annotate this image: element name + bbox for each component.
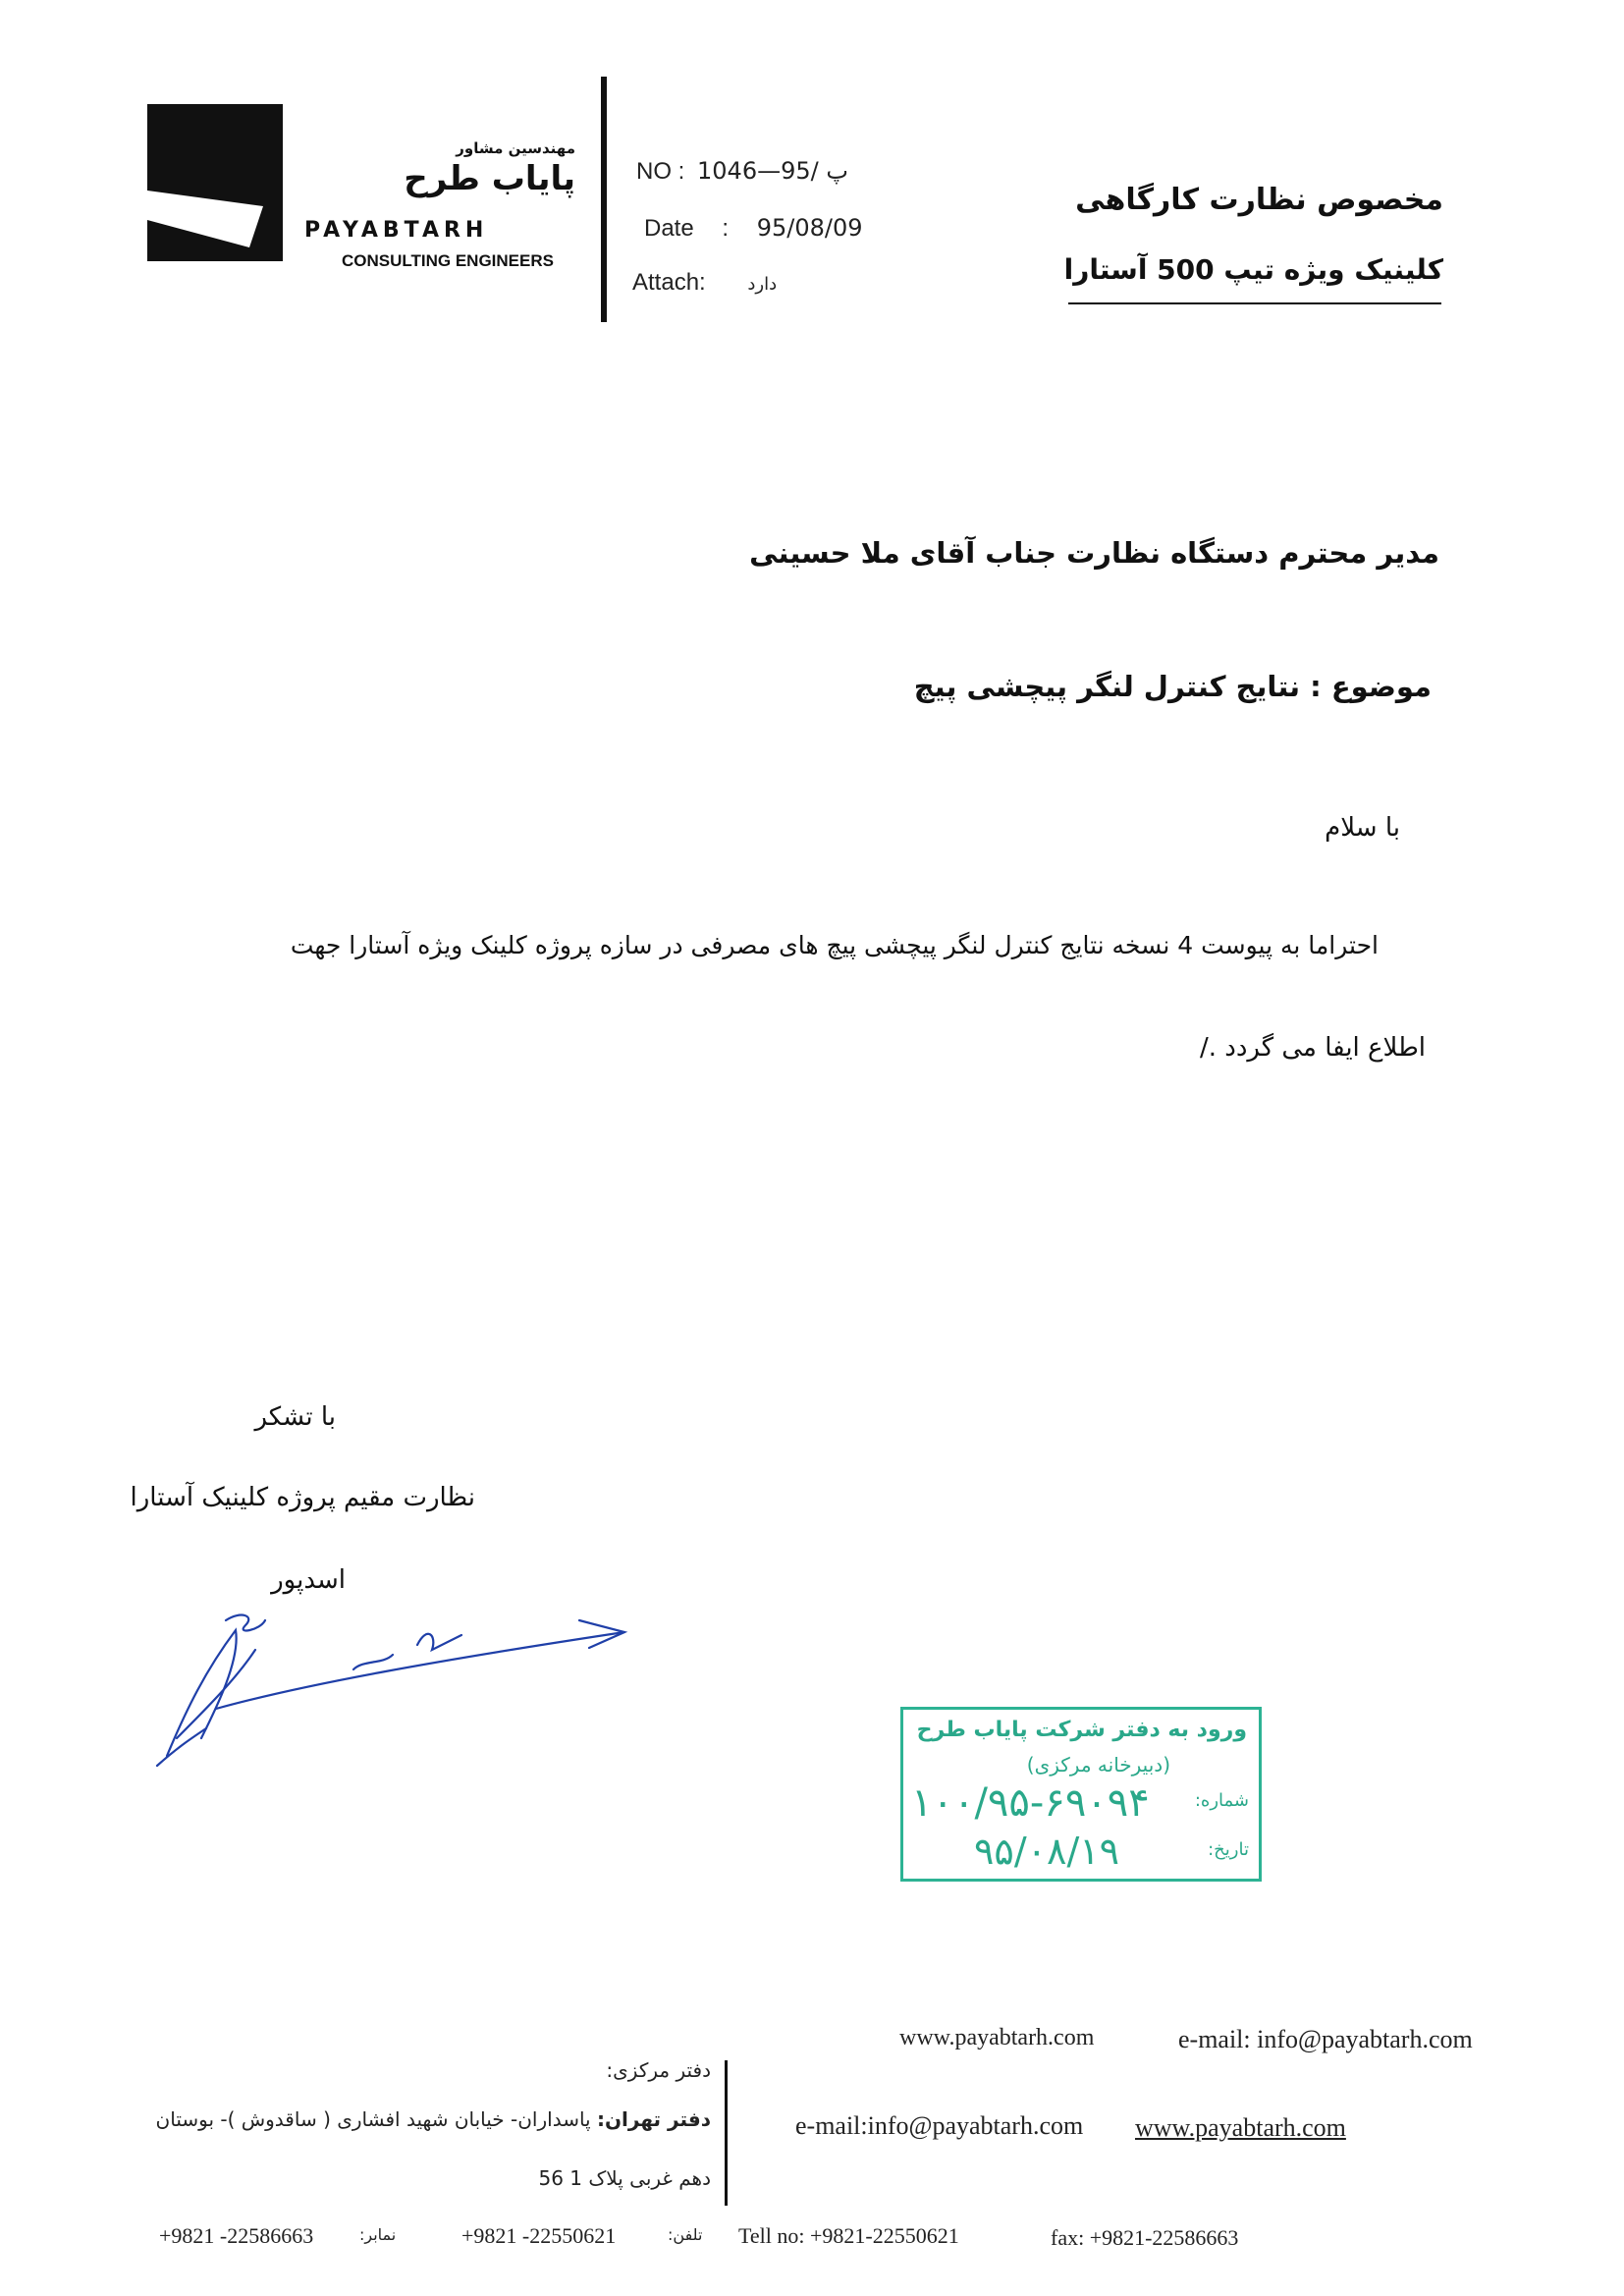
letter-number-row [636, 157, 848, 186]
footer-fax-fa-label: نمابر: [359, 2225, 397, 2244]
footer-fax-en: fax: +9821-22586663 [1051, 2225, 1239, 2250]
brand-name-en: PAYABTARH [304, 218, 489, 243]
letter-date-row [644, 214, 863, 243]
letter-paragraph-line2: اطلاع ایفا می گردد ./ [1199, 1033, 1426, 1063]
letter-attach-row [632, 269, 777, 297]
stamp-date-value: ۹۵/۰۸/۱۹ [974, 1830, 1120, 1873]
footer-tel-fa-value: +9821 -22550621 [461, 2223, 617, 2248]
footer-email-top[interactable]: e-mail: info@payabtarh.com [1178, 2025, 1473, 2053]
stamp-date-label: تاریخ: [1208, 1839, 1249, 1860]
footer-fax-fa-value: +9821 -22586663 [159, 2223, 314, 2248]
brand-name-fa: پایاب طرح [404, 159, 575, 198]
closing-name: اسدپور [271, 1565, 346, 1595]
logo-emblem-icon [147, 104, 283, 261]
letter-attach-label: Attach: [632, 269, 706, 296]
stamp-title: ورود به دفتر شرکت پایاب طرح [916, 1718, 1247, 1742]
closing-sender: نظارت مقیم پروژه کلینیک آستارا [130, 1483, 475, 1512]
closing-thanks: با تشکر [254, 1402, 336, 1432]
header-right-title: مخصوص نظارت کارگاهی [1075, 183, 1443, 217]
header-right-project: کلینیک ویژه تیپ 500 آستارا [1063, 253, 1443, 286]
footer-tehran-address: پاسداران- خیابان شهید افشاری ( ساقدوش )- بوستان [155, 2107, 591, 2131]
letter-number-label: NO : [636, 158, 685, 185]
footer-tel-fa-label: تلفن: [668, 2225, 703, 2244]
footer-website-top[interactable]: www.payabtarh.com [899, 2025, 1095, 2050]
reception-stamp [900, 1707, 1262, 1882]
letter-attach-value: دارد [747, 274, 778, 295]
stamp-subtitle: (دبیرخانه مرکزی) [1026, 1753, 1170, 1777]
header-divider [601, 77, 607, 322]
footer-address-line2: دهم غربی پلاک 1 56 [538, 2166, 711, 2190]
footer-divider [725, 2060, 728, 2206]
letter-addressee: مدیر محترم دستگاه نظارت جناب آقای ملا حسینی [749, 536, 1439, 570]
letter-subject: موضوع : نتایج کنترل لنگر پیچشی پیچ [913, 670, 1432, 703]
stamp-number-value: ۱۰۰/۹۵-۶۹۰۹۴ [911, 1780, 1150, 1826]
company-logo [147, 104, 283, 261]
letter-date-label: Date [644, 215, 694, 242]
letter-paragraph-line1: احتراما به پیوست 4 نسخه نتایج کنترل لنگر پیچشی پیچ های مصرفی در سازه پروژه کلینک ویژه آستارا جهت [290, 931, 1379, 959]
letter-date-separator: : [722, 215, 730, 242]
footer-website-bottom[interactable]: www.payabtarh.com [1135, 2113, 1346, 2142]
footer-email-bottom[interactable]: e-mail:info@payabtarh.com [795, 2111, 1084, 2140]
handwritten-signature [147, 1591, 638, 1768]
letter-greeting: با سلام [1325, 813, 1400, 843]
letter-number-value: پ /95—1046 [697, 157, 848, 185]
brand-tagline-fa: مهندسین مشاور [456, 139, 575, 157]
footer-tehran-address-row [98, 2107, 711, 2131]
footer-tel-en: Tell no: +9821-22550621 [738, 2223, 959, 2248]
brand-subtitle: CONSULTING ENGINEERS [342, 251, 554, 270]
footer-central-office: دفتر مرکزی: [606, 2058, 711, 2082]
stamp-number-label: شماره: [1194, 1790, 1249, 1811]
header-right-underline [1068, 302, 1441, 304]
footer-tehran-label: دفتر تهران: [596, 2107, 711, 2131]
letter-date-value: 95/08/09 [756, 214, 863, 242]
